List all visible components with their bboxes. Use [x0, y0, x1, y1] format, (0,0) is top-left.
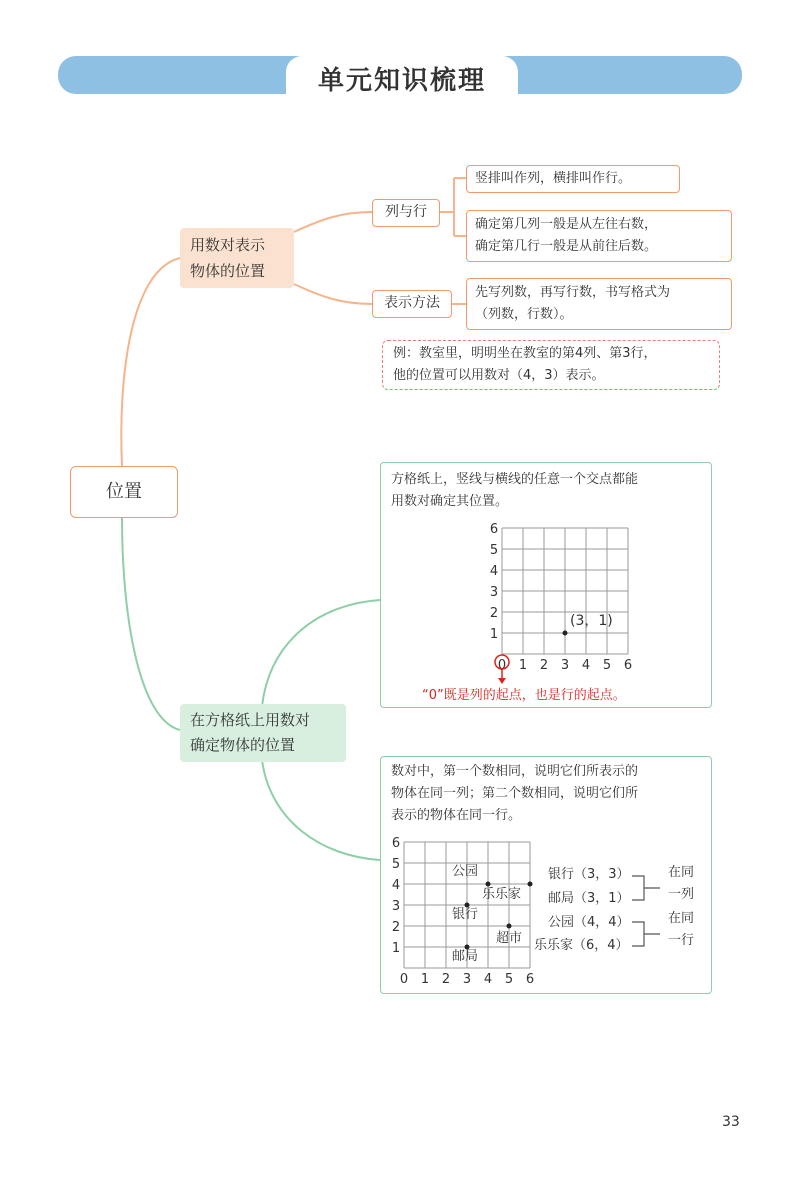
branch-position-with-pairs [180, 228, 294, 288]
grid-point [563, 631, 568, 636]
note2-line2: 确定第几行一般是从前往后数。 [475, 239, 658, 254]
card2-line2: 物体在同一列；第二个数相同，说明它们所 [391, 786, 639, 801]
same-column-note [668, 862, 694, 906]
note-notation [466, 278, 732, 330]
x-tick-label: 5 [602, 658, 612, 673]
y-tick-label: 2 [391, 920, 401, 935]
x-tick-label: 0 [399, 972, 409, 987]
same-col-line1: 在同 [668, 865, 695, 880]
pair-lele [534, 935, 629, 957]
page-title: 单元知识梳理 [317, 66, 486, 96]
sub1-label: 列与行 [385, 204, 427, 220]
pair-park-coord: （4，4） [574, 915, 630, 930]
example-box [382, 340, 720, 390]
grid-point [528, 882, 533, 887]
y-tick-label: 2 [489, 606, 499, 621]
card1-point-label: (3，1) [570, 613, 613, 629]
same-row-line1: 在同 [668, 911, 695, 926]
y-tick-label: 1 [489, 627, 499, 642]
x-tick-label: 4 [483, 972, 493, 987]
x-tick-label: 6 [525, 972, 535, 987]
branch1-line1: 用数对表示 [190, 236, 266, 254]
pair-park-name: 公园 [548, 915, 575, 930]
place-lele-home: 乐乐家 [482, 887, 522, 902]
pair-post-name: 邮局 [548, 891, 575, 906]
sub2-label: 表示方法 [384, 295, 440, 311]
note-counting-direction [466, 210, 732, 262]
x-tick-label: 2 [441, 972, 451, 987]
pair-post [548, 888, 630, 910]
x-tick-label: 5 [504, 972, 514, 987]
pair-brackets [630, 866, 670, 962]
x-tick-label: 3 [560, 658, 570, 673]
notation-line1: 先写列数，再写行数，书写格式为 [475, 285, 671, 300]
root-label: 位置 [106, 481, 142, 502]
x-tick-label: 6 [623, 658, 633, 673]
y-tick-label: 5 [489, 543, 499, 558]
y-tick-label: 3 [489, 585, 499, 600]
place-bank: 银行 [452, 907, 479, 922]
page-number: 33 [722, 1114, 740, 1130]
card1-line2: 用数对确定其位置。 [391, 494, 509, 509]
note1-text: 竖排叫作列，横排叫作行。 [475, 171, 632, 186]
card2-line3: 表示的物体在同一行。 [391, 808, 522, 823]
root-node [70, 466, 178, 518]
card1-origin-note: “0”既是列的起点，也是行的起点。 [422, 688, 626, 703]
pair-bank-name: 银行 [548, 867, 575, 882]
pair-post-coord: （3，1） [574, 891, 630, 906]
pair-bank [548, 864, 630, 886]
note-column-row-def [466, 165, 680, 193]
card1-line1: 方格纸上，竖线与横线的任意一个交点都能 [391, 472, 639, 487]
x-tick-label: 2 [539, 658, 549, 673]
place-park: 公园 [452, 864, 479, 879]
y-tick-label: 5 [391, 857, 401, 872]
pair-park [548, 912, 630, 934]
sub-notation [372, 290, 452, 318]
pair-lele-coord: （6，4） [573, 938, 629, 953]
x-tick-label: 1 [420, 972, 430, 987]
example-line1: 例：教室里，明明坐在教室的第4列、第3行， [393, 346, 657, 361]
x-tick-label: 0 [497, 658, 507, 673]
branch2-line1: 在方格纸上用数对 [190, 711, 311, 729]
y-tick-label: 3 [391, 899, 401, 914]
branch-grid-paper [180, 704, 346, 762]
y-tick-label: 6 [391, 836, 401, 851]
note2-line1: 确定第几列一般是从左往右数， [475, 217, 658, 232]
same-col-line2: 一列 [668, 887, 695, 902]
y-tick-label: 4 [489, 564, 499, 579]
place-post-office: 邮局 [452, 949, 479, 964]
pair-bank-coord: （3，3） [574, 867, 630, 882]
pair-lele-name: 乐乐家 [534, 938, 574, 953]
x-tick-label: 4 [581, 658, 591, 673]
place-supermarket: 超市 [496, 931, 523, 946]
x-tick-label: 1 [518, 658, 528, 673]
y-tick-label: 6 [489, 522, 499, 537]
notation-line2: （列数，行数）。 [475, 307, 573, 322]
same-row-note [668, 908, 694, 952]
same-row-line2: 一行 [668, 933, 695, 948]
sub-columns-rows [372, 199, 440, 227]
grid-chart-1 [380, 462, 712, 708]
branch1-line2: 物体的位置 [190, 262, 266, 280]
branch2-line2: 确定物体的位置 [190, 736, 296, 754]
y-tick-label: 4 [391, 878, 401, 893]
example-line2: 他的位置可以用数对（4，3）表示。 [393, 368, 605, 383]
y-tick-label: 1 [391, 941, 401, 956]
card2-line1: 数对中，第一个数相同，说明它们所表示的 [391, 764, 639, 779]
x-tick-label: 3 [462, 972, 472, 987]
